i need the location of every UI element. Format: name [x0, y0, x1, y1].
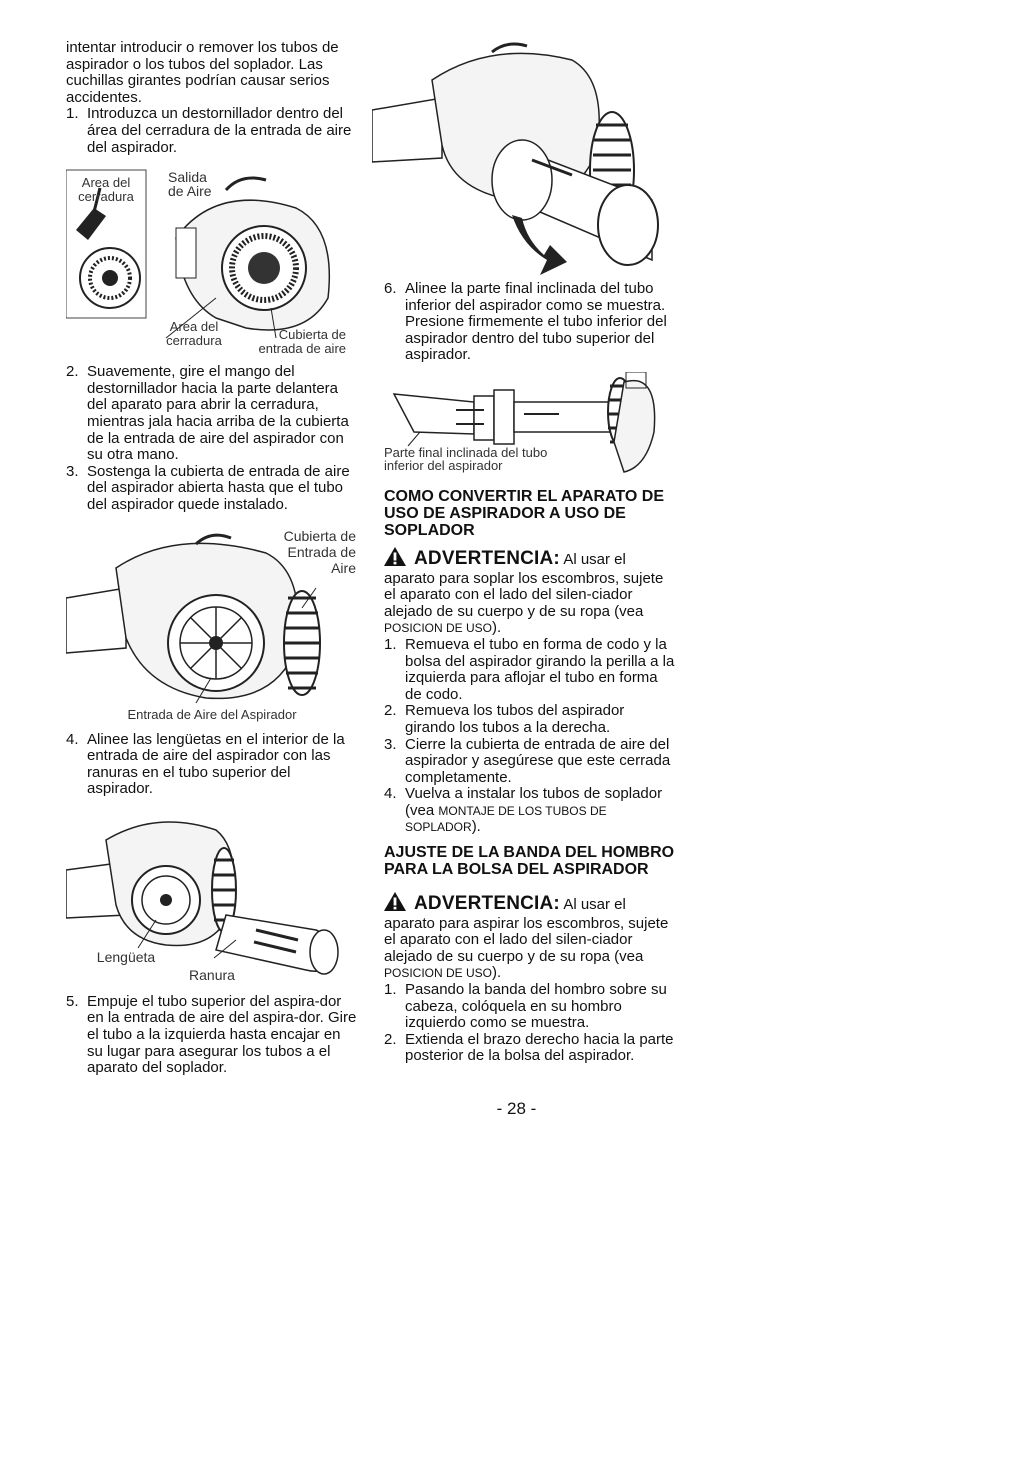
- heading-convertir: COMO CONVERTIR EL APARATO DE USO DE ASPIRADOR A USO DE SOPLADOR: [384, 487, 665, 539]
- intro-paragraph: intentar introducir o remover los tubos de aspirador o los tubos del soplador. Las cuchillas girantes podrían causar serios accidentes.: [66, 39, 339, 106]
- step-3: 3. Sostenga la cubierta de entrada de aire del aspirador abierta hasta que el tubo del aspirador quede instalado.: [66, 462, 350, 513]
- label-cubierta-entrada: Cubierta de entrada de aire: [258, 327, 346, 357]
- list2-item-1: 1. Pasando la banda del hombro sobre su cabeza, colóquela en su hombro izquierdo como se muestra.: [384, 981, 667, 1032]
- list1-item-1: 1. Remueva el tubo en forma de codo y la bolsa del aspirador girando la perilla a la izquierda para aflojar el tubo en forma de codo.: [384, 635, 675, 703]
- figure-lower-tube: [384, 372, 674, 480]
- figure-air-inlet-cover: [66, 528, 358, 724]
- label-area-bottom: Area del cerradura: [166, 319, 222, 349]
- label-parte-final: Parte final inclinada del tubo inferior del aspirador: [384, 444, 548, 473]
- caption-entrada-aire: Entrada de Aire del Aspirador: [127, 706, 297, 722]
- list2-item-2: 2. Extienda el brazo derecho hacia la parte posterior de la bolsa del aspirador.: [384, 1030, 674, 1065]
- heading-ajuste-banda: AJUSTE DE LA BANDA DEL HOMBRO PARA LA BOLSA DEL ASPIRADOR: [384, 844, 675, 879]
- label-ranura: Ranura: [189, 966, 235, 983]
- figure-rotate-tube: [372, 40, 672, 275]
- step-1: 1. Introduzca un destornillador dentro del área del cerradura de la entrada de aire del aspirador.: [66, 105, 352, 156]
- step-4: 4. Alinee las lengüetas en el interior de la entrada de aire del aspirador con las ranuras en el tubo superior del aspirador.: [66, 730, 345, 798]
- warning-2: ADVERTENCIA: Al usar el aparato para aspirar los escombros, sujete el aparato con el lado del silen-ciador alejado de su cuerpo y de su ropa (vea POSICION DE USO).: [384, 893, 669, 982]
- list1-item-4: 4. Vuelva a instalar los tubos de soplador (vea MONTAJE DE LOS TUBOS DE SOPLADOR).: [384, 785, 663, 836]
- warning-triangle-icon: [384, 892, 406, 911]
- label-lengueta: Lengüeta: [96, 948, 156, 965]
- label-salida: Salida de Aire: [168, 169, 212, 200]
- step-5: 5. Empuje el tubo superior del aspira-dor en la entrada de aire del aspira-dor. Gire el tubo a la izquierda hasta encajar en su lugar para asegurar los tubos a el aparato del soplador.: [66, 992, 357, 1077]
- tube-rotation-illustration: [372, 40, 672, 275]
- label-area-box: Area del cerradura: [78, 175, 134, 205]
- step-2: 2. Suavemente, gire el mango del destornillador hacia la parte delantera del aparato para abrir la cerradura, mientras jala hacia arriba de la cubierta de la entrada de aire del aspirador con su otra mano.: [66, 363, 349, 464]
- warning-1: ADVERTENCIA: Al usar el aparato para soplar los escombros, sujete el aparato con el lado del silen-ciador alejado de su cuerpo y de su ropa (vea POSICION DE USO).: [384, 547, 664, 637]
- left-column: [66, 40, 358, 1077]
- right-column: [384, 281, 676, 1065]
- figure-tab-slot: [66, 810, 356, 982]
- step-6: 6. Alinee la parte final inclinada del tubo inferior del aspirador como se muestra. Presione firmemente el tubo inferior del aspirador dentro del tubo superior del aspirador.: [384, 280, 667, 364]
- list1-item-2: 2. Remueva los tubos del aspirador girando los tubos a la derecha.: [384, 702, 625, 736]
- page-number: - 28 -: [496, 1099, 537, 1118]
- list1-item-3: 3. Cierre la cubierta de entrada de aire del aspirador y asegúrese que este cerrada completamente.: [384, 735, 671, 786]
- figure-air-inlet-latch: [66, 168, 356, 356]
- label-cubierta-aire: Cubierta de Entrada de Aire: [283, 527, 356, 576]
- warning-triangle-icon: [384, 547, 406, 566]
